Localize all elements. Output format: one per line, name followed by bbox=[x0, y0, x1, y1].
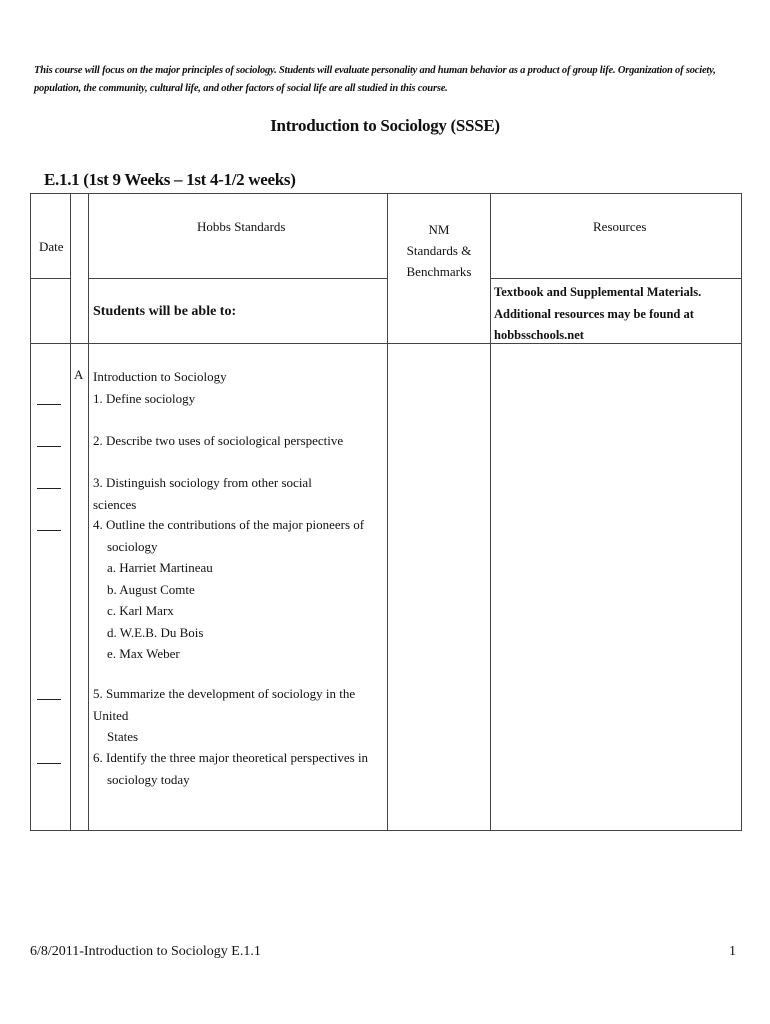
grid-line bbox=[70, 194, 71, 830]
grid-line bbox=[31, 278, 70, 279]
standard-item-2: 2. Describe two uses of sociological perspective bbox=[93, 433, 344, 448]
resources-note-line: hobbsschools.net bbox=[494, 328, 584, 342]
grid-line bbox=[490, 278, 742, 279]
pioneer-item: a. Harriet Martineau bbox=[107, 560, 213, 575]
pioneer-item: e. Max Weber bbox=[107, 646, 180, 661]
page-number: 1 bbox=[729, 944, 736, 959]
pioneer-item: d. W.E.B. Du Bois bbox=[107, 624, 204, 640]
nm-header-line: Standards & bbox=[406, 243, 472, 258]
resources-header: Resources bbox=[593, 219, 647, 234]
resources-note-line: Additional resources may be found at bbox=[494, 306, 694, 321]
resources-note-line: Textbook and Supplemental Materials. bbox=[494, 285, 702, 299]
standards-table bbox=[30, 193, 742, 831]
standard-item-4 bbox=[93, 514, 373, 665]
date-blank bbox=[37, 488, 61, 489]
standard-item-3: 3. Distinguish sociology from other social sciences bbox=[93, 475, 312, 512]
date-header: Date bbox=[39, 239, 64, 254]
date-blank bbox=[37, 530, 61, 531]
standard-item-6 bbox=[93, 747, 373, 790]
standard-item-5 bbox=[93, 683, 373, 748]
date-blank bbox=[37, 699, 61, 700]
footer-label: 6/8/2011-Introduction to Sociology E.1.1 bbox=[30, 944, 261, 959]
grid-line bbox=[88, 278, 387, 279]
date-blank bbox=[37, 404, 61, 405]
item-line: sociology today bbox=[107, 771, 190, 787]
item-line: 4. Outline the contributions of the major pioneers of bbox=[93, 517, 365, 532]
date-blank bbox=[37, 446, 61, 447]
resources-note bbox=[494, 282, 701, 347]
hobbs-standards-header: Hobbs Standards bbox=[197, 219, 286, 234]
strand-title: Introduction to Sociology bbox=[93, 369, 227, 384]
date-blank bbox=[37, 763, 61, 764]
section-heading: E.1.1 (1st 9 Weeks – 1st 4-1/2 weeks) bbox=[44, 170, 296, 189]
grid-line bbox=[387, 194, 388, 830]
item-line: sociology bbox=[107, 538, 158, 554]
pioneer-item: c. Karl Marx bbox=[107, 603, 174, 618]
nm-header-line: NM bbox=[428, 222, 450, 237]
nm-header-line: Benchmarks bbox=[406, 264, 472, 279]
standard-item-1: 1. Define sociology bbox=[93, 391, 196, 406]
pioneer-item: b. August Comte bbox=[107, 581, 195, 597]
grid-line bbox=[88, 194, 89, 830]
course-description: This course will focus on the major principles of sociology. Students will evaluate personality and human behavior as a product of group life. Organization of society, population, the community, cultural life, and other factors of social life are all studied in this course. bbox=[34, 65, 716, 94]
students-label: Students will be able to: bbox=[93, 304, 237, 319]
item-line: 6. Identify the three major theoretical perspectives in bbox=[93, 750, 369, 765]
nm-standards-header bbox=[388, 219, 490, 282]
grid-line bbox=[490, 194, 491, 830]
page-title: Introduction to Sociology (SSSE) bbox=[270, 116, 500, 135]
item-line: 5. Summarize the development of sociology in the United bbox=[93, 686, 356, 723]
item-line: States bbox=[107, 729, 139, 744]
strand-letter: A bbox=[74, 367, 84, 382]
